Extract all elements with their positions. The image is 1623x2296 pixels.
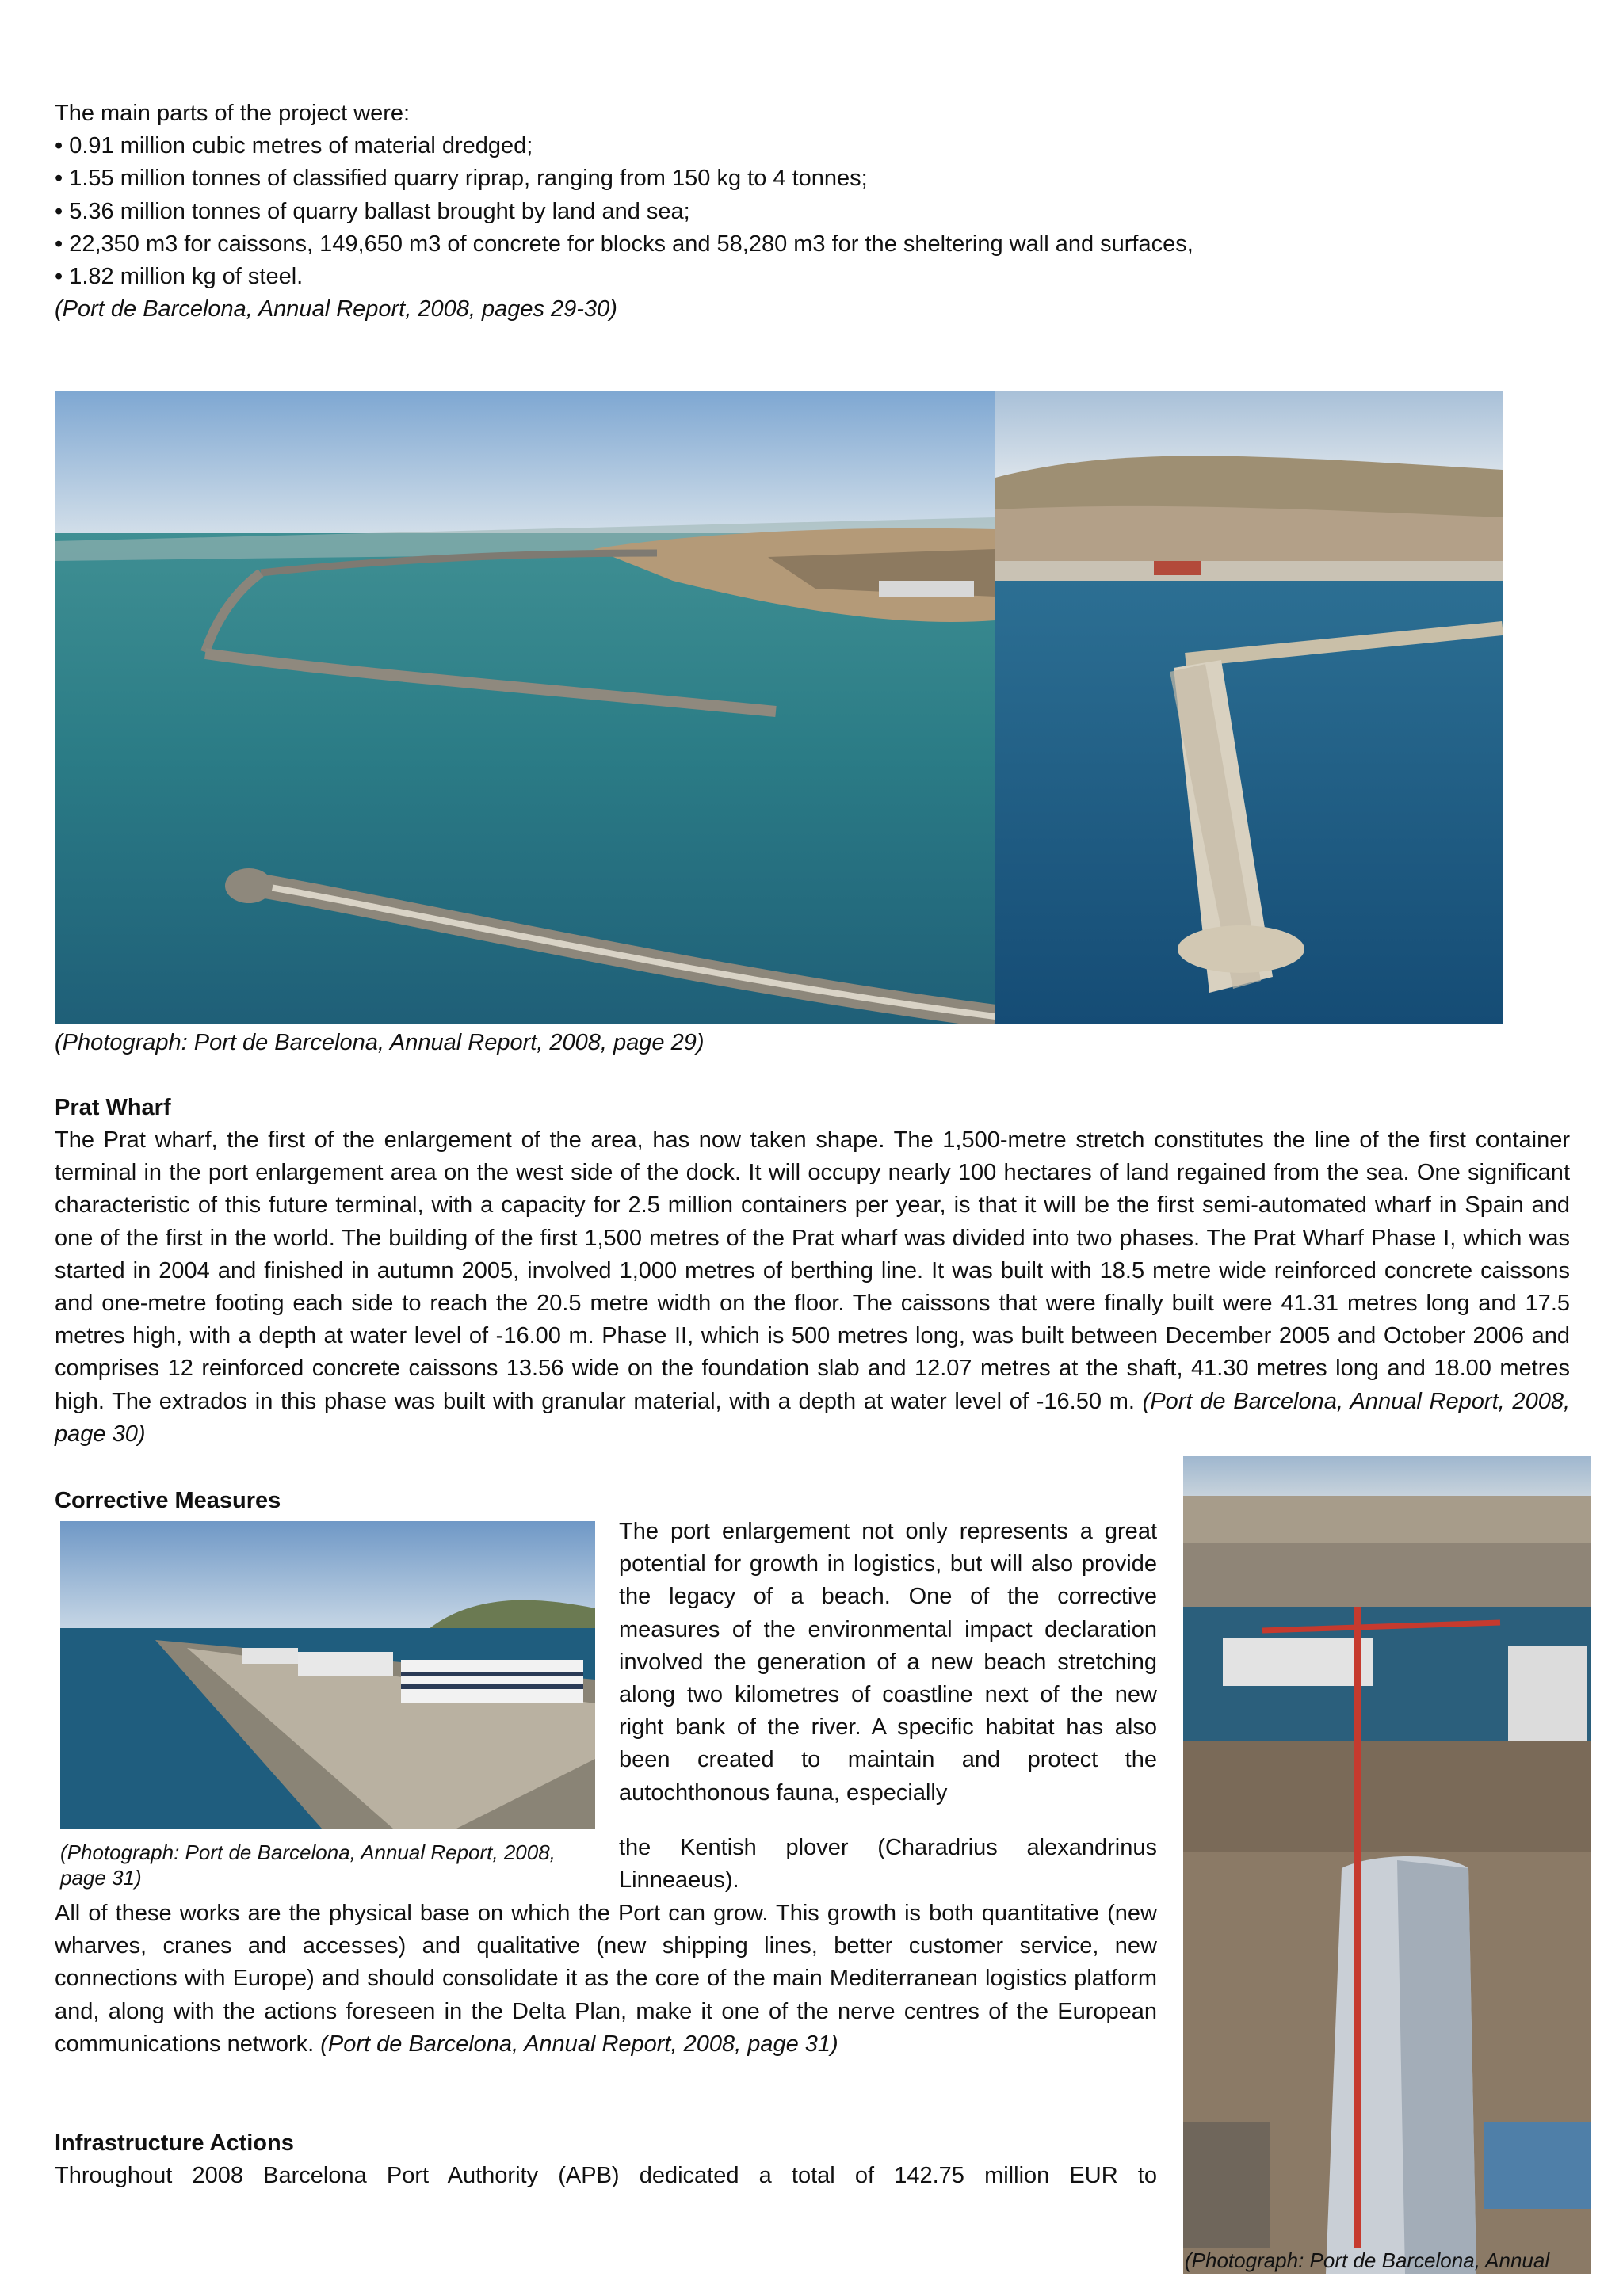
intro-source: (Port de Barcelona, Annual Report, 2008, pages 29-30)	[55, 296, 617, 322]
corrective-body-tail: the Kentish plover (Charadrius alexandrinus Linneaeus).	[619, 1835, 1157, 1894]
intro-block	[55, 97, 1560, 326]
photo1-caption: (Photograph: Port de Barcelona, Annual Report, 2008, page 29)	[55, 1030, 705, 1055]
intro-heading: The main parts of the project were:	[55, 101, 411, 126]
list-item: • 22,350 m3 for caissons, 149,650 m3 of concrete for blocks and 58,280 m3 for the sheltering wall and surfaces,	[55, 231, 1193, 257]
list-item: • 0.91 million cubic metres of material dredged;	[55, 133, 533, 159]
hotel-construction-photo	[1183, 1456, 1591, 2274]
breakwater-aerial-photo	[55, 391, 995, 1024]
corrective-body-top: The port enlargement not only represents a great potential for growth in logistics, but will also provide the legacy of a beach. One of the corrective measures of the environmental impact declaration involved the generation of a new beach stretching along two kilometres of coastline next of the new right bank of the river. A specific habitat has also been created to maintain and protect the autochthonous fauna, especially	[619, 1519, 1157, 1806]
cruise-photo-caption: (Photograph: Port de Barcelona, Annual Report, 2008, page 31)	[60, 1840, 556, 1890]
corrective-body-more	[55, 1897, 1157, 2061]
list-item: • 1.82 million kg of steel.	[55, 264, 304, 290]
corrective-more-text: All of these works are the physical base on which the Port can grow. This growth is both quantitative (new wharves, cranes and accesses) and qualitative (new shipping lines, better customer service, new connections with Europe) and should consolidate it as the core of the main Mediterranean logistics platform and, along with the actions foreseen in the Delta Plan, make it one of the nerve centres of the European communications network.	[55, 1901, 1157, 2057]
section-title-corrective-measures: Corrective Measures	[55, 1488, 281, 1513]
prat-wharf-text: The Prat wharf, the first of the enlargement of the area, has now taken shape. The 1,500-metre stretch constitutes the line of the first container terminal in the port enlargement area on the west side of the dock. It will occupy nearly 100 hectares of land regained from the sea. One significant characteristic of this future terminal, with a capacity for 2.5 million containers per year, is that it will be the first semi-automated wharf in Spain and one of the first in the world. The building of the first 1,500 metres of the Prat wharf was divided into two phases. The Prat Wharf Phase I, which was started in 2004 and finished in autumn 2005, involved 1,000 metres of berthing line. It was built with 18.5 metre wide reinforced concrete caissons and one-metre footing each side to reach the 20.5 metre width on the floor. The caissons that were finally built were 41.31 metres long and 17.5 metres high, with a depth at water level of -16.00 m. Phase II, which is 500 metres long, was built between December 2005 and October 2006 and comprises 12 reinforced concrete caissons 13.56 wide on the foundation slab and 12.07 metres at the shaft, 41.30 metres long and 18.00 metres high. The extrados in this phase was built with granular material, with a depth at water level of -16.50 m.	[55, 1127, 1570, 1414]
section-title-infrastructure-actions: Infrastructure Actions	[55, 2130, 294, 2156]
section-title-prat-wharf: Prat Wharf	[55, 1095, 171, 1120]
corrective-source: (Port de Barcelona, Annual Report, 2008, page 31)	[320, 2031, 838, 2057]
list-item: • 5.36 million tonnes of quarry ballast brought by land and sea;	[55, 198, 690, 224]
cruise-terminal-photo	[60, 1521, 595, 1829]
hotel-photo-caption: (Photograph: Port de Barcelona, Annual	[1185, 2248, 1550, 2272]
prat-wharf-body	[55, 1124, 1570, 1451]
list-item: • 1.55 million tonnes of classified quarry riprap, ranging from 150 kg to 4 tonnes;	[55, 166, 868, 192]
infrastructure-text: Throughout 2008 Barcelona Port Authority (APB) dedicated a total of 142.75 million EUR to	[55, 2163, 1157, 2188]
prat-wharf-source: (Port de Barcelona, Annual Report, 2008, page 30)	[55, 1388, 1571, 1447]
infrastructure-body	[55, 2160, 1157, 2192]
breakwater-close-photo	[995, 391, 1503, 1024]
